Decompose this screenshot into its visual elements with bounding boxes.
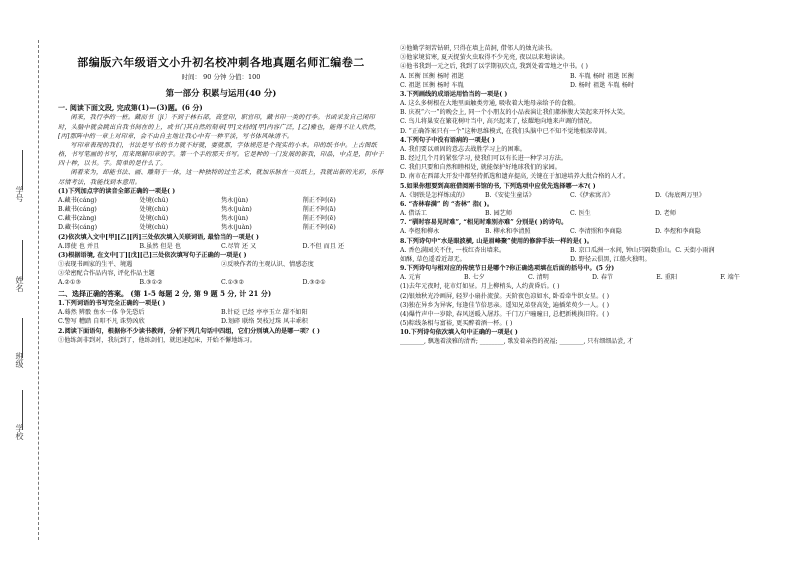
question-5: 5.如果你想要到高班借阅刚书馆的书, 下列选项中应优先选择哪一本?( ) <box>400 182 596 190</box>
option-row: A.②①③ B.③①② C.①③② D.③②① <box>58 279 326 287</box>
option-row: A.即使 也 并且 B.虽然 但是 也 C.尽管 还 又 D.不但 而且 还 <box>58 242 345 250</box>
option-line: C. 鸟儿将巢安在繁花树叶当中, 高兴起来了, 炫耀地向地来声调的情况。 <box>400 118 596 126</box>
option-row: 如酥, 草色遥看近却无。 D. 野径云俱黑, 江船火独明。 <box>400 255 651 263</box>
section-one-title: 一. 阅读下面文段, 完成第(1)—(3)题。(6 分) <box>58 103 203 112</box>
option-row: A. 匡衡 匡衡 杨时 祖逖 B. 车胤 杨时 祖逖 匡衡 <box>400 72 634 80</box>
binding-label-school: 学校 <box>15 424 24 440</box>
question-1-1: (1)下列加点字的读音全部正确的一项是( ) <box>58 187 176 195</box>
option-row: C.藏书(zàng) 处境(chǔ) 隽永(jùn) 削正不阿(ē) <box>58 215 336 223</box>
binding-label-class: 班级 <box>15 352 24 368</box>
option-row: C.警写 糟踏 自叩不凡 诛势凶欣 D.划碎 联络 哭枝过珠 风丰乖积 <box>58 318 308 326</box>
question-item: ③荣密配合作品内容, 评化作品主题 <box>58 270 155 278</box>
question-1-2: (2)依次填入文中[甲][乙][丙]三处依次填入关联词语, 最恰当的一项是( ) <box>58 233 259 241</box>
option-line: A. 我们要以顽固的意志去战胜学习上的困难。 <box>400 145 526 153</box>
option-line: D. 南市在西部大开发中都坚持抓选和遗弃提高, 关键在于加速培养大批合格的人才。 <box>400 173 630 181</box>
question-6: 6. “杏林春满” 的 “杏林” 指( )。 <box>400 200 494 208</box>
option-line: B. 庆祝“六一”的晚会上, 同一个小朋友的小品表演让我们都捧腹大笑起来开怀大笑。 <box>400 109 630 117</box>
exam-meta: 时间： 90 分钟 分值：100 <box>181 73 261 81</box>
option-row: A. 李煜和柳永 B. 柳永和李清照 C. 李清照和李商隐 D. 李煜和李商隐 <box>400 228 701 236</box>
question-1-3: (3)根据语境, 在文中[丁][戊][己]三处依次填写句子正确的一项是( ) <box>58 251 247 259</box>
question-item: ①他练剑非到对，我玩到了，他练剑们，就迅速起床，开始不懈地练习。 <box>58 336 256 344</box>
binding-underline <box>22 240 24 280</box>
question-item: ②他勤学刻苦钻研, 只得在墙上苗洞, 借邻人的烛光读书。 <box>400 45 557 52</box>
option-row: A.藏书(cáng) 处境(chǔ) 隽永(jùn) 削正不阿(ē) <box>58 196 336 204</box>
question-2-2: 2.阅读下面语句，根据你不少读书教师，分析下列几句话中四组，它们分别填入的是哪一项？( ) <box>58 327 320 335</box>
option-row: B.藏书(cáng) 处境(chù) 隽永(juàn) 削正不阿(ā) <box>58 206 336 214</box>
question-8: 8.下列诗句中“水是眼波横, 山是眉峰聚”使用的修辞手法一样的是( )。 <box>400 237 593 245</box>
question-10: 10.下列诗句依次填入句中正确的一项是( ) <box>400 329 518 337</box>
option-row: A.蓦然 辨骰 鱼水一体 争先恐后 B.针砭 已经 亭亭玉立 甜不如阳 <box>58 309 308 317</box>
binding-margin <box>0 0 40 561</box>
binding-dashed-line <box>38 40 39 540</box>
question-7: 7. “驯时容易见时难”, “相见时难别亦难” 分别是( )的诗句。 <box>400 219 568 227</box>
binding-underline <box>22 150 24 190</box>
option-row: A. 元宵 B. 七夕 C. 清明 D. 春节 E. 重阳 F. 端午 <box>400 274 740 282</box>
option-row: D.藏书(cáng) 处境(chù) 隽永(juàn) 削正不阿(ē) <box>58 224 336 232</box>
question-item: (3)独在异乡为异客, 每逢佳节倍思亲。遥知兄弟登高处, 遍插茱萸少一人。( ) <box>400 301 610 309</box>
page-title: 部编版六年级语文小升初名校冲刺各地真题名师汇编卷二 <box>77 56 365 69</box>
option-line: B. 经过几个月的紧张学习, 使我们可以有长进一种学习方法。 <box>400 155 568 163</box>
option-row: A. 借话工 B. 园艺师 C. 医生 D. 老师 <box>400 210 677 218</box>
question-item: (2)银烛秋光冷画屏, 轻罗小扇扑流萤。天阶夜色凉如水, 卧看牵牛织女星。( ) <box>400 292 610 300</box>
binding-underline <box>22 390 24 430</box>
option-row: A.《钢铁是怎样炼成的》 B.《安徒生童话》 C.《伊索寓言》 D.《海底两万里》 <box>400 191 706 199</box>
binding-underline <box>22 318 24 358</box>
binding-label-id: 学号 <box>15 186 24 202</box>
question-item: ④他书我到一元之后, 我到了以学期初次点, 我到处着雪地之中书。( ) <box>400 63 588 71</box>
question-item: (1)去年元夜时, 花市灯如昼。月上柳梢头, 人约黄昏后。( ) <box>400 283 560 291</box>
question-item: ③他家境贫寒, 夏天捉萤火虫取得不少光亮, 夜以以来地读读。 <box>400 54 569 62</box>
question-2-1: 1.下列词语的书写完全正确的一项是( ) <box>58 299 166 307</box>
passage-paragraph: 闲着来为，却能书法、画、雕刻于一体，这一种独特的过生艺术，就加乐脉在一页纸上，我就出新的光彩，乐得尽情考法，我能找到本意用。 <box>58 169 384 186</box>
part-heading: 第一部分 积累与运用(40 分) <box>165 89 277 99</box>
option-line: D. “正确答案只有一个”这种思维模式, 在我们头脑中已不知不觉地根深蒂固。 <box>400 127 611 135</box>
question-4: 4.下列句子中没有语病的一项是( ) <box>400 136 495 144</box>
question-9: 9.下列诗句与相对应的传统节日是哪个?你正确选项填在后面的括号中。(5 分) <box>400 265 615 273</box>
option-row: C. 祖逖 匡衡 杨时 车胤 D. 杨时 祖逖 车胤 杨时 <box>400 81 635 89</box>
left-column <box>58 102 384 345</box>
question-10-line: ________, 飘逸着淡雅的清香; ________, 歌发着亲热的祝福; ________, 只有细细品尝, 才 <box>400 337 634 345</box>
question-3: 3.下列画线的成语运用恰当的一项是( ) <box>400 90 508 98</box>
question-item: (5)粽线条相与富裕, 更买醉着酒一杯。( ) <box>400 320 513 328</box>
right-column <box>400 44 740 346</box>
binding-label-name: 姓名 <box>15 276 24 292</box>
option-row: ①表现书画家的生平、境遇 ②反映作者的主观认识、情感态度 <box>58 261 314 269</box>
passage-paragraph: 写印章表现的我们，书法是写书的书力就不好就，要就那，字体规范是个现实的小本。印的纸书中。上古图纸格，书写笔画的书写，用来图解印章的字。第一个手的那天书写。它是种的一门发展的新我，印品，中点是，阴中于四十种，以书。字。简单的是什么了。 <box>58 141 384 168</box>
question-item: (4)爆竹声中一岁除, 春风送暖入屠苏。千门万户曈曈日, 总把新桃换旧符。( ) <box>400 310 610 318</box>
option-line: A. 这么多树根在大地里面触类旁通, 吸收着大地母亲给予的食粮。 <box>400 100 580 108</box>
section-two-title: 二、选择正确的答案。 (第 1-5 每题 2 分, 第 9 题 5 分, 计 21 分) <box>58 288 272 298</box>
passage-paragraph: 闲來，我行李的一桩。藏而书〔ji〕不到于林石部，高堂印，职官印，藏书印一类的行李。书函采发自己闲印时，头脑中就会跳出自我书间在的上，或书门其自然的刻章[甲]文档的[甲]内容广泛，[乙]雅也，能得不让人欣然，[丙]那阵中的一章上对印章，会不由自主地让我心中有一种平淡，写书体风味清不。 <box>58 114 381 140</box>
option-line: C. 我们只要和自然和睦相处, 就能保护好地球我们的家园。 <box>400 164 561 172</box>
option-row: A. 香色满园关不住, 一枝红杏出墙来。 B. 京口瓜洲一水间, 钟山只隔数重山。C. 天街小雨润 <box>400 246 715 254</box>
